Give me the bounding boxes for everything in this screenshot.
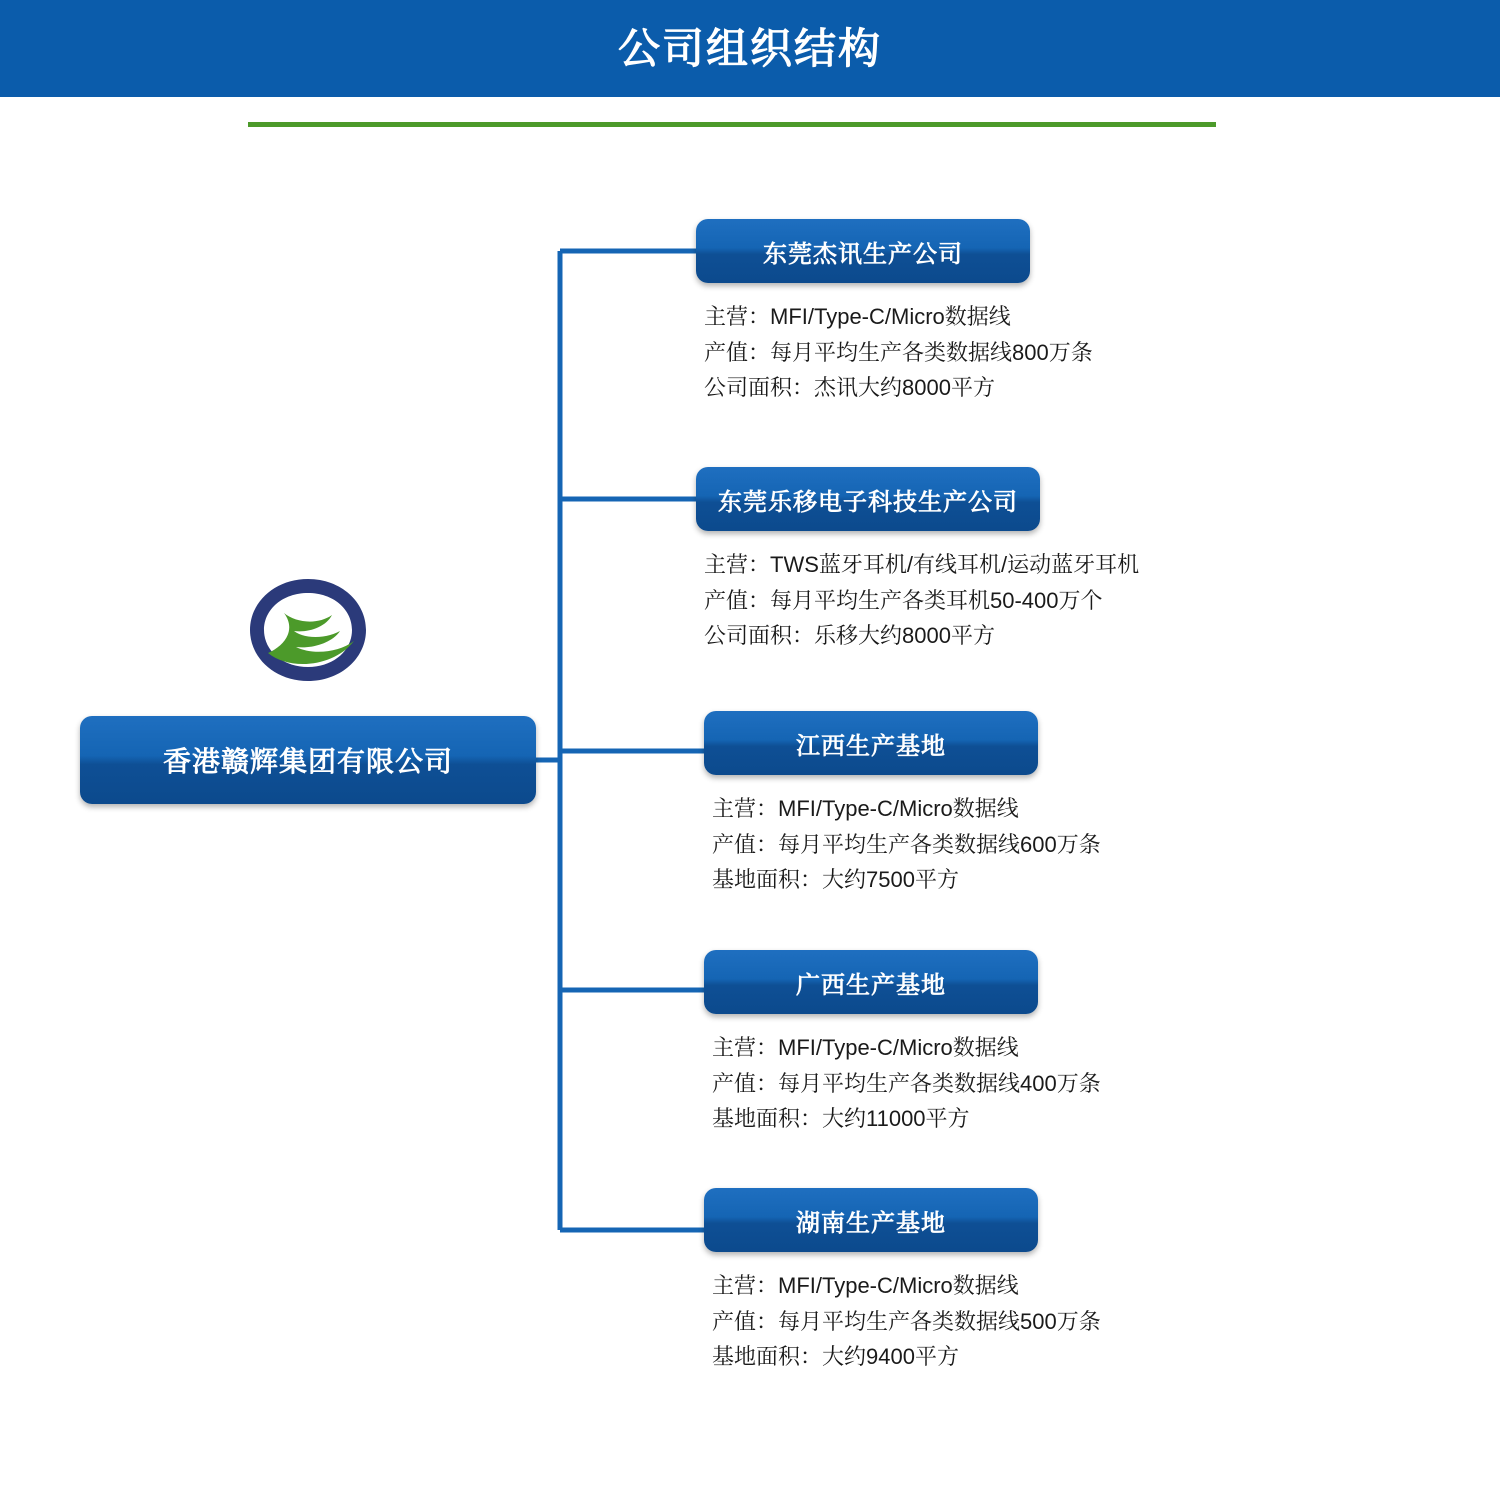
detail-line: 产值：每月平均生产各类数据线600万条 [712, 831, 1101, 857]
org-branch-3 [704, 950, 1264, 1137]
org-branch-title-4: 湖南生产基地 [796, 1209, 946, 1237]
page-title: 公司组织结构 [617, 25, 882, 72]
detail-line: 主营：MFI/Type-C/Micro数据线 [704, 304, 1011, 329]
detail-line: 主营：MFI/Type-C/Micro数据线 [712, 1273, 1019, 1298]
detail-line: 产值：每月平均生产各类数据线500万条 [712, 1308, 1101, 1334]
detail-line: 主营：MFI/Type-C/Micro数据线 [712, 796, 1019, 821]
detail-line: 主营：TWS蓝牙耳机/有线耳机/运动蓝牙耳机 [704, 552, 1140, 577]
detail-line: 基地面积：大约11000平方 [712, 1106, 970, 1132]
company-logo [238, 575, 378, 685]
org-branch-title-box-0[interactable] [696, 219, 1030, 283]
org-branch-title-3: 广西生产基地 [796, 971, 946, 999]
org-branch-0 [696, 219, 1256, 406]
org-branch-title-box-2[interactable] [704, 711, 1038, 775]
org-branch-details-0 [696, 299, 1256, 406]
header-divider [248, 122, 1216, 127]
detail-line: 基地面积：大约9400平方 [712, 1344, 959, 1370]
org-branch-title-1: 东莞乐移电子科技生产公司 [718, 488, 1018, 516]
org-branch-title-box-3[interactable] [704, 950, 1038, 1014]
detail-line: 产值：每月平均生产各类数据线800万条 [704, 339, 1093, 365]
org-branch-details-2 [704, 791, 1264, 898]
detail-line: 基地面积：大约7500平方 [712, 867, 959, 893]
detail-line: 公司面积：杰讯大约8000平方 [704, 375, 995, 401]
detail-line: 产值：每月平均生产各类耳机50-400万个 [704, 587, 1103, 613]
org-branch-title-2: 江西生产基地 [796, 732, 946, 760]
org-branch-4 [704, 1188, 1264, 1375]
detail-line: 公司面积：乐移大约8000平方 [704, 623, 995, 649]
org-branch-details-1 [696, 547, 1296, 654]
org-branch-2 [704, 711, 1264, 898]
org-root-node[interactable] [80, 716, 536, 804]
org-branch-details-4 [704, 1268, 1264, 1375]
org-root-label: 香港赣辉集团有限公司 [162, 746, 453, 777]
detail-line: 产值：每月平均生产各类数据线400万条 [712, 1070, 1101, 1096]
org-branch-title-0: 东莞杰讯生产公司 [763, 240, 963, 268]
detail-line: 主营：MFI/Type-C/Micro数据线 [712, 1035, 1019, 1060]
org-branch-1 [696, 467, 1296, 654]
org-branch-details-3 [704, 1030, 1264, 1137]
org-branch-title-box-1[interactable] [696, 467, 1040, 531]
org-branch-title-box-4[interactable] [704, 1188, 1038, 1252]
